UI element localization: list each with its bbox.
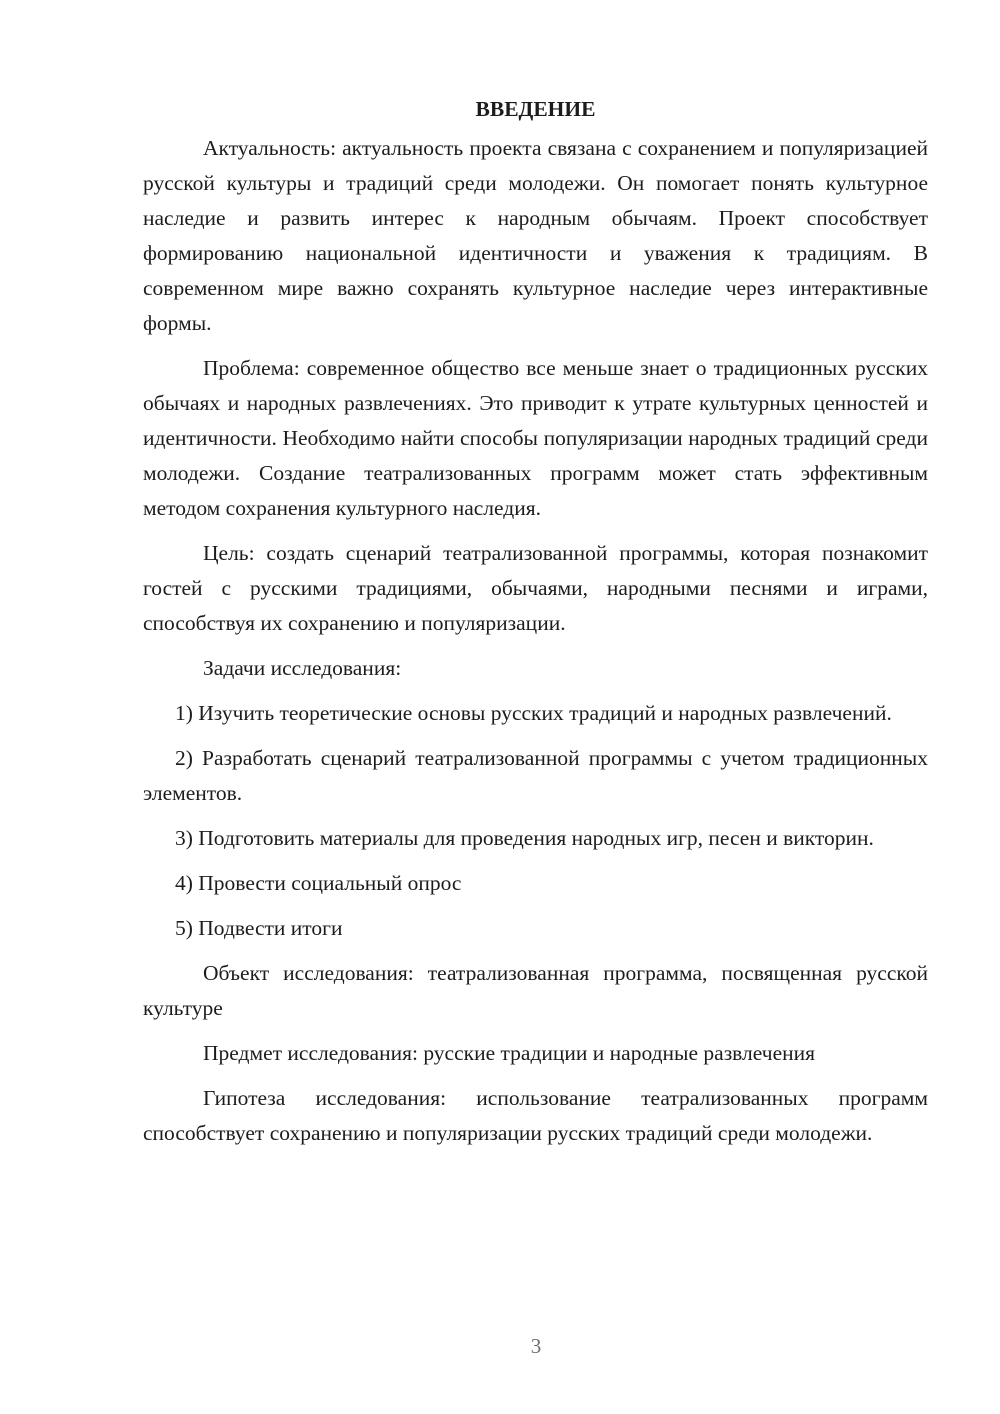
- task-item-5: 5) Подвести итоги: [175, 916, 343, 940]
- task-item-4: 4) Провести социальный опрос: [175, 871, 462, 895]
- paragraph-problem: Проблема: современное общество все меньше знает о традиционных русских обычаях и народных развлечениях. Это приводит к утрате культурных ценностей и идентичности. Необходимо найти способы популяризации народных традиций среди молодежи. Создание театрализованных программ может стать эффективным методом сохранения культурного наследия.: [143, 356, 928, 520]
- paragraph-goal: Цель: создать сценарий театрализованной программы, которая познакомит гостей с русскими традициями, обычаями, народными песнями и играми, способствуя их сохранению и популяризации.: [143, 541, 928, 635]
- paragraph-hypothesis: Гипотеза исследования: использование театрализованных программ способствует сохранению и популяризации русских традиций среди молодежи.: [143, 1086, 928, 1145]
- task-item-2: 2) Разработать сценарий театрализованной программы с учетом традиционных элементов.: [143, 746, 928, 805]
- paragraph-relevance: Актуальность: актуальность проекта связана с сохранением и популяризацией русской культуры и традиций среди молодежи. Он помогает понять культурное наследие и развить интерес к народным обычаям. Проект способствует формированию национальной идентичности и уважения к традициям. В современном мире важно сохранять культурное наследие через интерактивные формы.: [143, 136, 928, 335]
- paragraph-subject: Предмет исследования: русские традиции и народные развлечения: [203, 1041, 816, 1065]
- tasks-title: Задачи исследования:: [203, 656, 402, 680]
- page-number: 3: [530, 1334, 542, 1358]
- paragraph-object: Объект исследования: театрализованная программа, посвященная русской культуре: [143, 961, 928, 1020]
- section-heading: ВВЕДЕНИЕ: [475, 97, 596, 121]
- task-item-1: 1) Изучить теоретические основы русских традиций и народных развлечений.: [175, 701, 892, 725]
- task-item-3: 3) Подготовить материалы для проведения народных игр, песен и викторин.: [175, 826, 874, 850]
- document-body: [143, 92, 928, 1151]
